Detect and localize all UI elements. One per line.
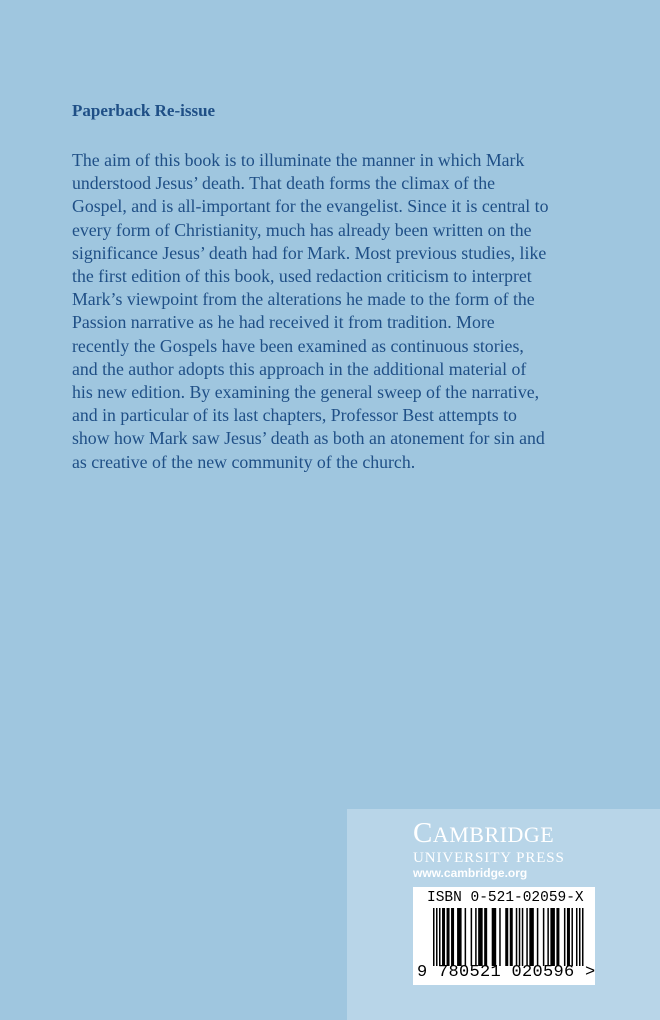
publisher-website: www.cambridge.org xyxy=(413,866,528,880)
barcode-bar xyxy=(471,908,473,966)
barcode-bar xyxy=(475,908,477,966)
blurb-line: significance Jesus’ death had for Mark. Most previous studies, like xyxy=(72,242,547,263)
barcode-bar xyxy=(571,908,573,966)
barcode-bar xyxy=(567,908,570,966)
publisher-name: CAMBRIDGE xyxy=(413,817,555,849)
blurb-line: as creative of the new community of the church. xyxy=(72,451,416,472)
barcode-bar xyxy=(492,908,497,966)
barcode-bar xyxy=(451,908,454,966)
blurb-line: his new edition. By examining the general sweep of the narrative, xyxy=(72,382,540,403)
barcode-bar xyxy=(478,908,483,966)
blurb-line: and the author adopts this approach in the additional material of xyxy=(72,358,527,379)
barcode-bar xyxy=(537,908,539,966)
barcode-bar xyxy=(465,908,467,966)
barcode-bar xyxy=(442,908,445,966)
barcode-bar xyxy=(516,908,518,966)
barcode-bar xyxy=(447,908,450,966)
barcode-bar xyxy=(550,908,555,966)
ean-digits: 9 780521 020596 > xyxy=(417,963,596,982)
barcode-bar xyxy=(510,908,513,966)
blurb-line: show how Mark saw Jesus’ death as both an atonement for sin and xyxy=(72,428,545,449)
barcode-bar xyxy=(433,908,435,966)
barcode-bars xyxy=(433,908,585,966)
barcode-bar xyxy=(526,908,528,966)
barcode-bar xyxy=(499,908,501,966)
publisher-subtitle: UNIVERSITY PRESS xyxy=(413,850,565,866)
barcode-bar xyxy=(519,908,521,966)
blurb-line: and in particular of its last chapters, Professor Best attempts to xyxy=(72,405,517,426)
barcode-bar xyxy=(582,908,584,966)
barcode-bar xyxy=(547,908,549,966)
barcode-bar xyxy=(505,908,508,966)
blurb-line: Gospel, and is all-important for the evangelist. Since it is central to xyxy=(72,196,549,217)
cambridge-logo xyxy=(413,819,565,866)
barcode-bar xyxy=(576,908,578,966)
barcode-bar xyxy=(484,908,487,966)
blurb-line: recently the Gospels have been examined as continuous stories, xyxy=(72,335,524,356)
blurb-line: every form of Christianity, much has already been written on the xyxy=(72,219,532,240)
barcode-bar xyxy=(543,908,545,966)
blurb-line: understood Jesus’ death. That death forms the climax of the xyxy=(72,173,496,194)
publisher-panel xyxy=(347,809,660,1020)
blurb-line: the first edition of this book, used redaction criticism to interpret xyxy=(72,266,532,287)
barcode-bar xyxy=(457,908,462,966)
isbn-label: ISBN 0-521-02059-X xyxy=(427,890,584,906)
reissue-heading: Paperback Re-issue xyxy=(72,101,216,120)
barcode-bar xyxy=(556,908,559,966)
blurb-line: The aim of this book is to illuminate the manner in which Mark xyxy=(72,150,525,170)
book-description xyxy=(72,149,632,474)
isbn-barcode xyxy=(413,887,595,985)
barcode-bar xyxy=(564,908,566,966)
barcode-bar xyxy=(529,908,534,966)
barcode-bar xyxy=(579,908,581,966)
barcode-bar xyxy=(436,908,438,966)
blurb-line: Mark’s viewpoint from the alterations he made to the form of the xyxy=(72,289,535,310)
barcode-bar xyxy=(522,908,524,966)
barcode-bar xyxy=(439,908,441,966)
blurb-line: Passion narrative as he had received it from tradition. More xyxy=(72,312,495,333)
